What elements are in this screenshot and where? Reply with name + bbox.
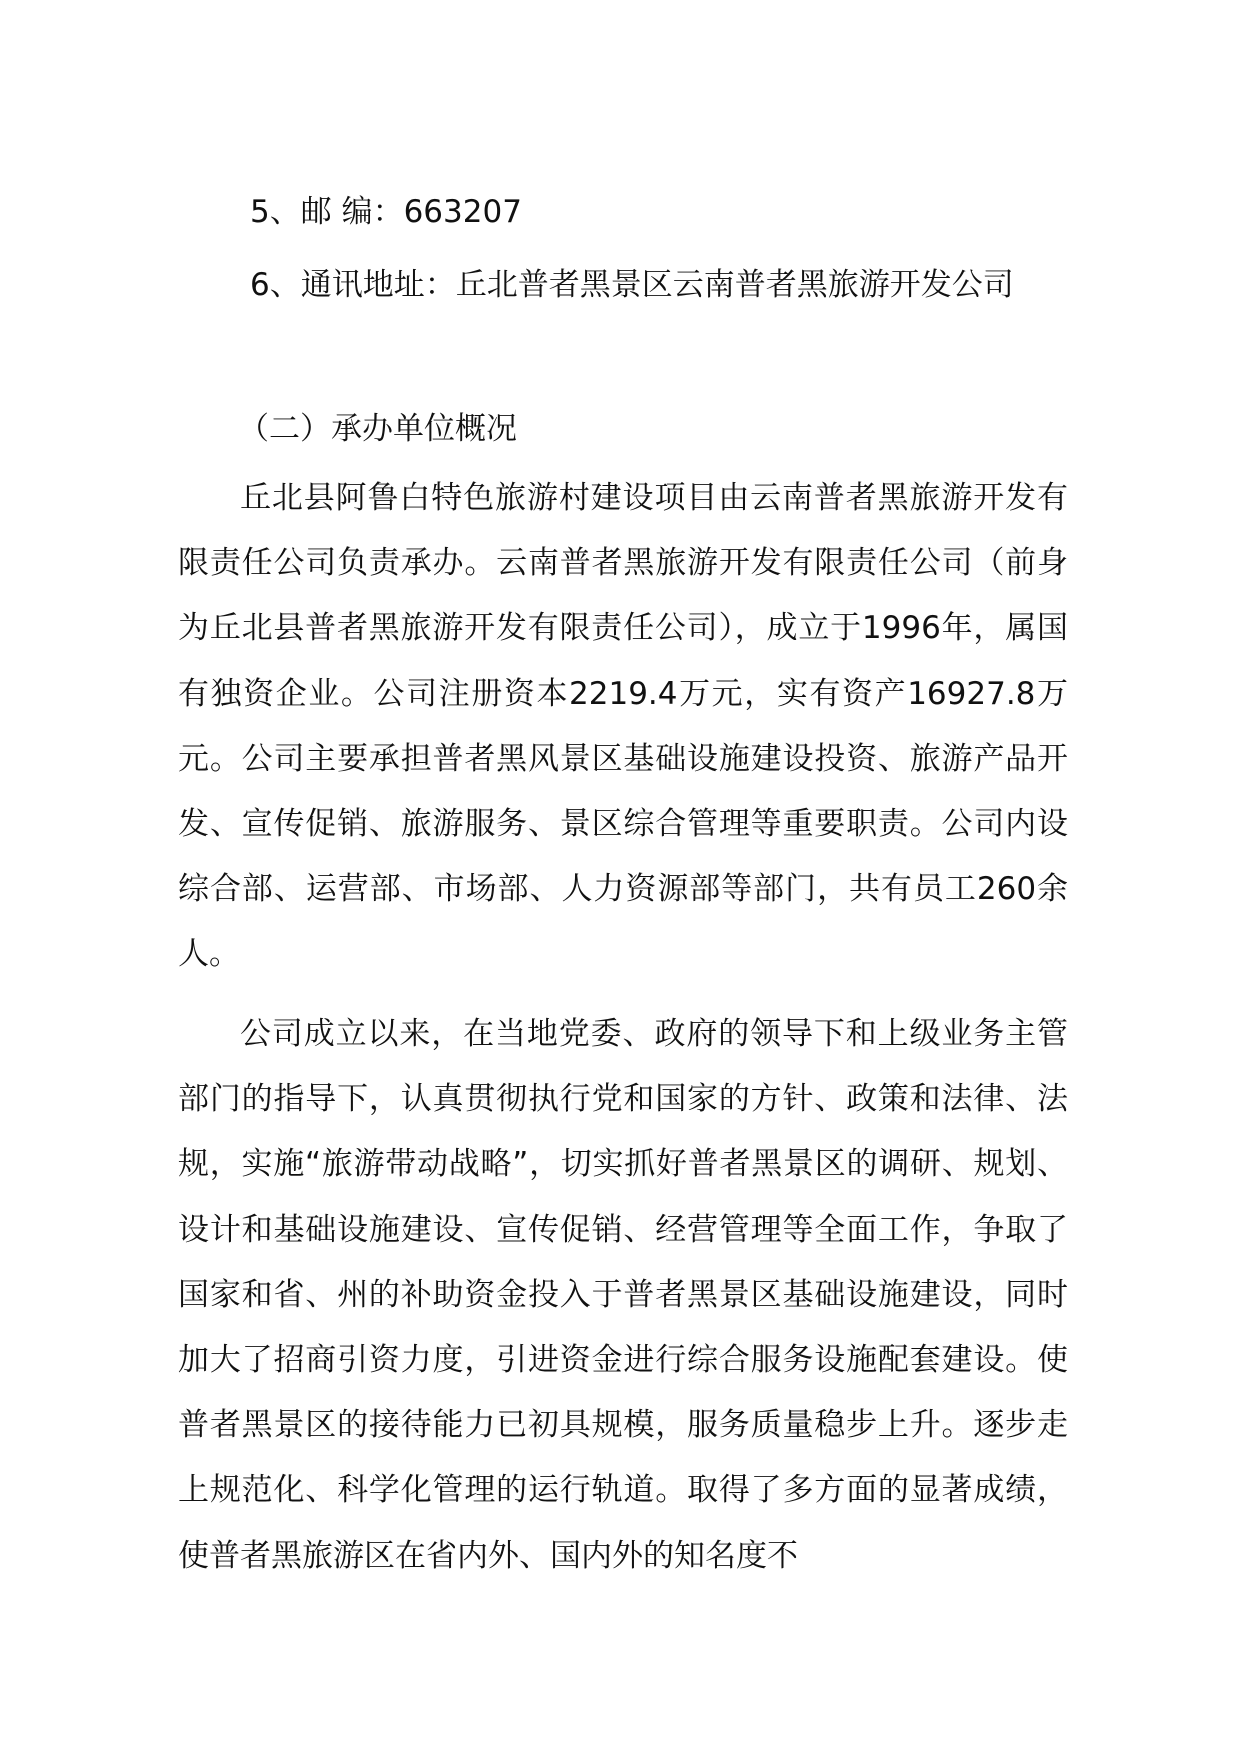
company-overview-paragraph: 丘北县阿鲁白特色旅游村建设项目由云南普者黑旅游开发有限责任公司负责承办。云南普者黑旅游开发有限责任公司（前身为丘北县普者黑旅游开发有限责任公司），成立于1996年，属国有独资企业。公司注册资本2219.4万元，实有资产16927.8万元。公司主要承担普者黑风景区基础设施建设投资、旅游产品开发、宣传促销、旅游服务、景区综合管理等重要职责。公司内设综合部、运营部、市场部、人力资源部等部门，共有员工260余人。: [178, 480, 1068, 973]
company-achievements-paragraph: 公司成立以来，在当地党委、政府的领导下和上级业务主管部门的指导下，认真贯彻执行党和国家的方针、政策和法律、法规，实施“旅游带动战略”，切实抓好普者黑景区的调研、规划、设计和基础设施建设、宣传促销、经营管理等全面工作，争取了国家和省、州的补助资金投入于普者黑景区基础设施建设，同时加大了招商引资力度，引进资金进行综合服务设施配套建设。使普者黑景区的接待能力已初具规模，服务质量稳步上升。逐步走上规范化、科学化管理的运行轨道。取得了多方面的显著成绩，使普者黑旅游区在省内外、国内外的知名度不: [178, 1016, 1068, 1574]
section-heading: （二）承办单位概况: [238, 411, 517, 447]
postcode-line: 5、邮 编：663207: [250, 194, 522, 230]
address-line: 6、通讯地址：丘北普者黑景区云南普者黑旅游开发公司: [250, 267, 1014, 303]
